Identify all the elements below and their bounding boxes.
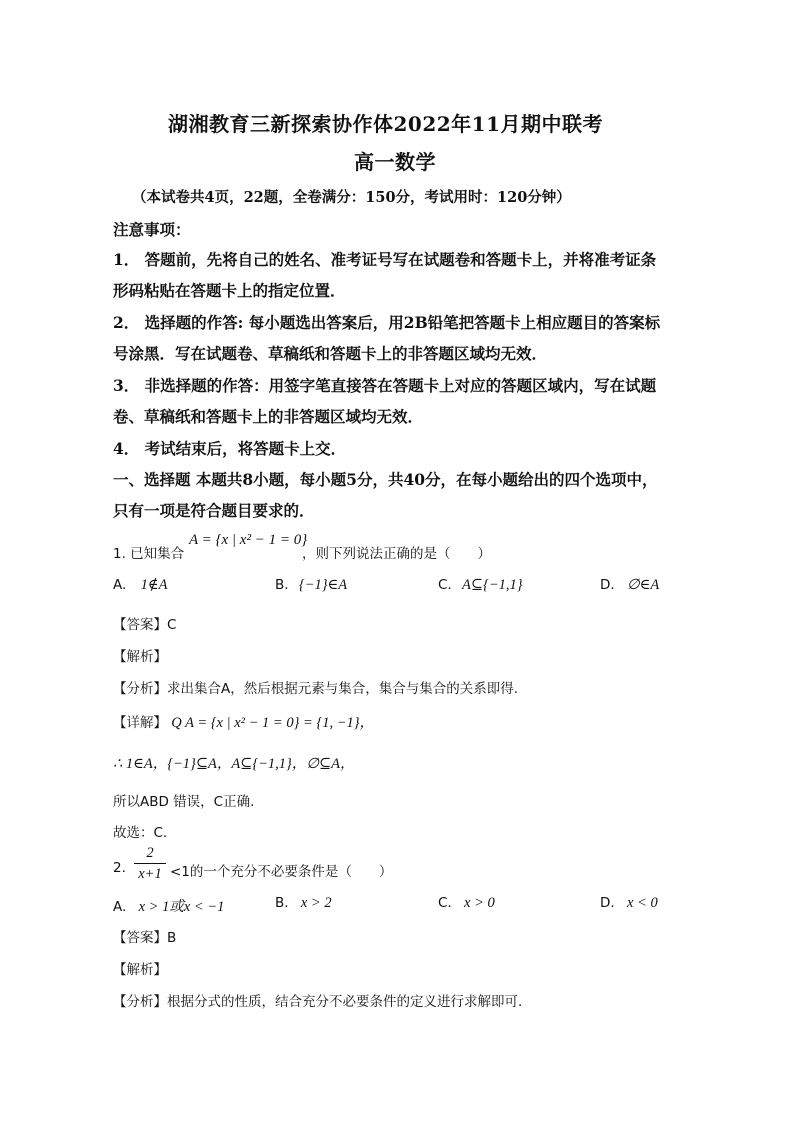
option-text: x > 2 (300, 895, 332, 911)
option-text: x > 1或x < −1 (138, 899, 225, 915)
q2-answer: 【答案】B (113, 930, 177, 946)
notice-line: 4． 考试结束后，将答题卡上交． (113, 439, 347, 458)
q1-option-a (113, 577, 167, 594)
exam-info: （本试卷共4页，22题，全卷满分：150分，考试用时：120分钟） (132, 189, 571, 206)
option-text: x < 0 (626, 895, 658, 911)
notice-line: 形码粘贴在答题卡上的指定位置． (113, 281, 346, 300)
notice-heading: 注意事项： (113, 220, 191, 239)
option-text: x > 0 (464, 895, 495, 911)
detail-math: Q A = {x | x² − 1 = 0} = {1, −1}， (171, 715, 375, 731)
q2-option-c (438, 895, 495, 912)
subject-title: 高一数学 (354, 150, 436, 174)
fraction-bar (134, 863, 166, 864)
q2-jiexi: 【解析】 (113, 962, 167, 978)
option-label: C. (438, 895, 452, 911)
q2-tail: <1的一个充分不必要条件是（ ） (170, 864, 393, 880)
fraction-denominator: x+1 (138, 866, 162, 882)
q1-set-math: A = {x | x² − 1 = 0} (189, 532, 308, 548)
q1-jiexi: 【解析】 (113, 649, 167, 665)
q1-fenxi: 【分析】求出集合A，然后根据元素与集合，集合与集合的关系即得. (113, 681, 519, 697)
notice-line: 卷、草稿纸和答题卡上的非答题区域均无效． (113, 407, 424, 426)
option-text: 1∉A (140, 577, 168, 593)
section-heading-cont: 只有一项是符合题目要求的． (113, 501, 315, 520)
notice-line: 3． 非选择题的作答：用签字笔直接答在答题卡上对应的答题区域内，写在试题 (113, 376, 657, 395)
section-heading: 一、选择题 本题共8小题，每小题5分，共40分，在每小题给出的四个选项中， (113, 470, 658, 489)
q2-fraction (134, 844, 166, 883)
q2-number: 2. (113, 860, 126, 876)
option-label: B. (275, 895, 289, 911)
option-label: D. (600, 895, 615, 911)
notice-line: 号涂黑．写在试题卷、草稿纸和答题卡上的非答题区域均无效． (113, 344, 548, 363)
fraction-numerator: 2 (146, 845, 154, 861)
q1-option-c (438, 577, 523, 594)
option-label: B. (275, 577, 289, 593)
notice-line: 1． 答题前，先将自己的姓名、准考证号写在试题卷和答题卡上，并将准考证条 (113, 250, 657, 269)
notice-line: 2． 选择题的作答: 每小题选出答案后，用2B铅笔把答题卡上相应题目的答案标 (113, 313, 661, 332)
q1-detail-line2: ∴ 1∈A，{−1}⊆A，A⊆{−1,1}，∅⊆A， (113, 756, 355, 772)
exam-title: 湖湘教育三新探索协作体2022年11月期中联考 (168, 112, 603, 136)
q1-option-d (600, 577, 659, 594)
q2-fenxi: 【分析】根据分式的性质，结合充分不必要条件的定义进行求解即可. (113, 994, 523, 1010)
q1-option-b (275, 577, 347, 594)
q2-option-d (600, 895, 658, 912)
q1-suffix: ，则下列说法正确的是（ ） (302, 546, 491, 562)
option-label: D. (600, 577, 615, 593)
option-text: ∅∈A (626, 577, 660, 593)
option-text: A⊆{−1,1} (462, 577, 523, 593)
option-label: A. (113, 899, 127, 915)
option-label: A. (113, 577, 127, 593)
q1-detail-line3: 所以ABD 错误，C正确. (113, 794, 255, 810)
q1-prefix: 1. 已知集合 (113, 546, 185, 562)
detail-tag: 【详解】 (113, 715, 167, 731)
q2-option-a (113, 895, 224, 916)
option-label: C. (438, 577, 452, 593)
q1-detail-line4: 故选：C. (113, 825, 168, 841)
option-text: {−1}∈A (298, 577, 348, 593)
q2-option-b (275, 895, 332, 912)
q1-detail (113, 711, 374, 732)
q1-answer: 【答案】C (113, 617, 177, 633)
